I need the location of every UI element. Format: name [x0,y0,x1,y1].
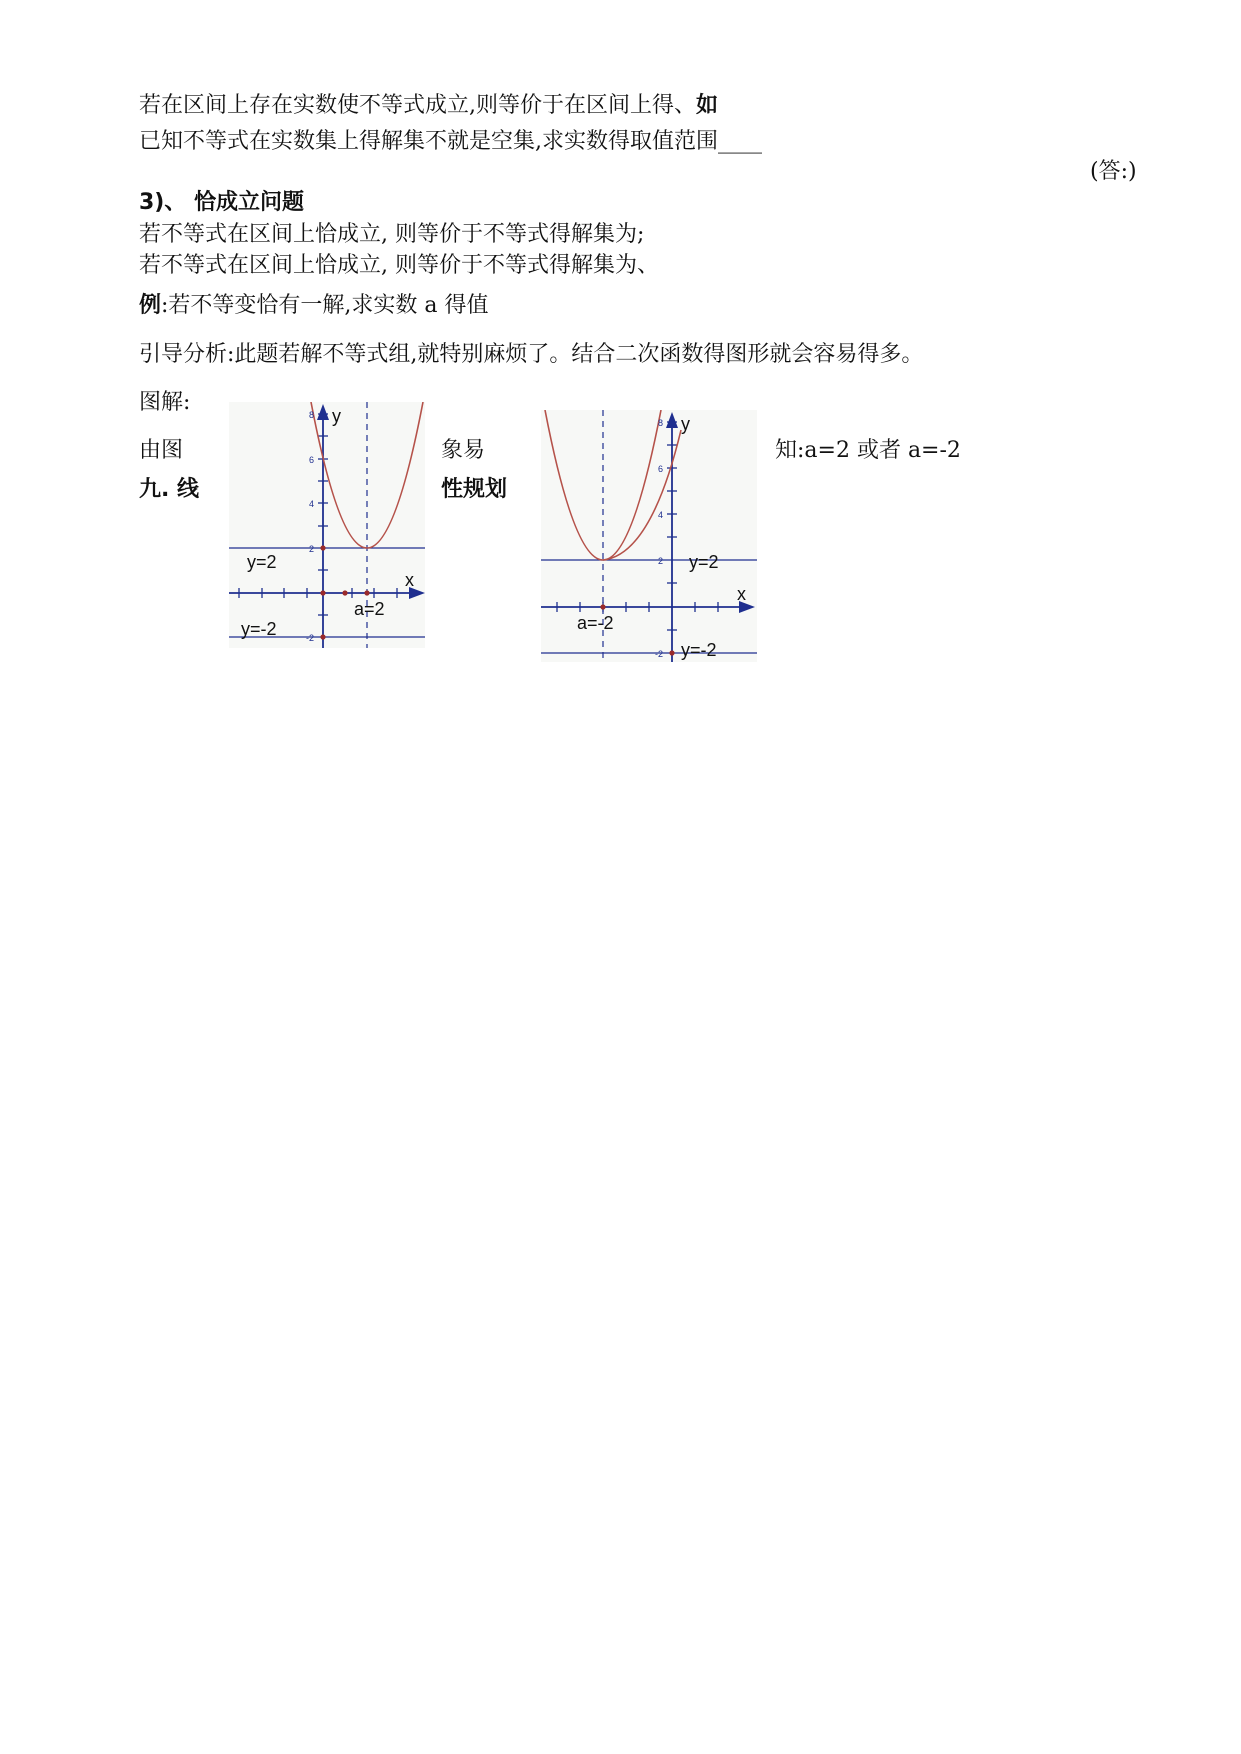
tick-2: 2 [658,556,664,566]
example-line [139,292,489,320]
section-heading: 3)、 恰成立问题 [139,190,305,215]
tick-6: 6 [309,455,315,465]
graph-label: 图解: [139,390,191,415]
line-1-text: 若在区间上存在实数使不等式成立,则等价于在区间上得、 [139,93,696,118]
fragment-jiu: 九. 线 [139,477,200,502]
analysis-line: 引导分析:此题若解不等式组,就特别麻烦了。结合二次函数得图形就会容易得多。 [139,342,924,367]
lower-line-label: y=-2 [241,619,277,639]
tick-6: 6 [658,464,664,474]
example-text: :若不等变恰有一解,求实数 a 得值 [161,293,489,318]
vertex-label: a=2 [354,599,385,619]
tick-4: 4 [658,510,664,520]
fragment-youtu: 由图 [139,438,184,463]
tick-8: 8 [309,410,315,420]
figure-right [541,410,757,662]
tick-2: 2 [309,544,315,554]
y-axis-label: y [332,406,341,426]
upper-line-label: y=2 [689,552,719,572]
vertex-label: a=-2 [577,613,614,633]
tick-neg2: -2 [655,649,664,659]
y-axis-label: y [681,414,690,434]
tick-4: 4 [309,499,315,509]
example-bold: 例 [139,293,162,318]
line-1-bold: 如 [696,93,719,118]
x-axis-label: x [737,584,746,604]
lower-line-label: y=-2 [681,640,717,660]
tick-8: 8 [658,418,664,428]
fragment-conclusion: 知:a=2 或者 a=-2 [775,438,961,463]
figure-right-svg [541,410,757,662]
upper-line-label: y=2 [247,552,277,572]
fragment-xiangyi: 象易 [441,438,486,463]
answer-label: (答:) [1090,159,1137,184]
line-2: 已知不等式在实数集上得解集不就是空集,求实数得取值范围____ [139,129,762,154]
line-1 [139,92,718,120]
figure-left [229,402,425,648]
line-4: 若不等式在区间上恰成立, 则等价于不等式得解集为、 [139,253,659,278]
fragment-xingguihua: 性规划 [441,477,508,502]
line-3: 若不等式在区间上恰成立, 则等价于不等式得解集为; [139,222,645,247]
x-axis-label: x [405,570,414,590]
figure-left-svg [229,402,425,648]
tick-neg2: -2 [306,633,315,643]
